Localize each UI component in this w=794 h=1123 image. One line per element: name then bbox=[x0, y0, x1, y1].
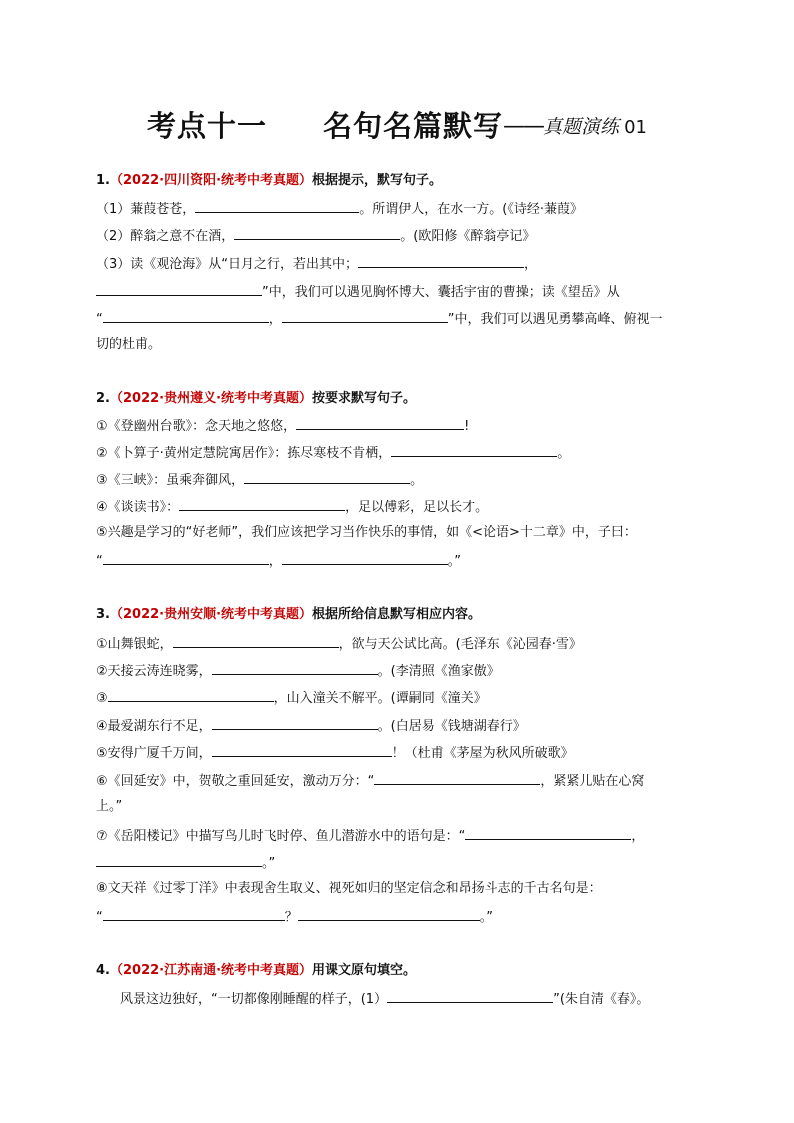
q3-line-7 bbox=[96, 798, 122, 816]
question-source: （2022·四川资阳·统考中考真题） bbox=[109, 173, 313, 188]
answer-blank[interactable] bbox=[212, 661, 378, 675]
q1-text-6: 切的杜甫。 bbox=[96, 337, 162, 352]
q3-line-6 bbox=[96, 771, 644, 791]
answer-blank[interactable] bbox=[387, 989, 553, 1003]
q2-text-2b: 。 bbox=[557, 446, 571, 461]
q4-text-1b: ”(朱自清《春》。 bbox=[553, 992, 650, 1007]
answer-blank[interactable] bbox=[212, 716, 378, 730]
q2-text-6c: 。” bbox=[447, 554, 462, 569]
q1-line-6 bbox=[96, 336, 161, 354]
question-2-header bbox=[96, 390, 416, 408]
q2-text-3b: 。 bbox=[410, 473, 424, 488]
q2-text-4b: ，足以傅彩，足以长才。 bbox=[345, 500, 489, 515]
q1-text-4b: ”中，我们可以遇见胸怀博大、囊括宇宙的曹操；读《望岳》从 bbox=[262, 285, 620, 300]
q3-text-4b: 。(白居易《钱塘湖春行》 bbox=[377, 719, 526, 734]
q2-text-6a: “ bbox=[96, 554, 103, 569]
title-sub: 真题演练 bbox=[543, 116, 620, 138]
title-topic: 名句名篇默写 bbox=[322, 109, 503, 143]
q3-text-8a: ⑦《岳阳楼记》中描写鸟儿时飞时停、鱼儿潜游水中的语句是：“ bbox=[96, 829, 466, 844]
q3-line-5 bbox=[96, 743, 574, 763]
q2-line-6 bbox=[96, 551, 461, 571]
q3-text-1b: ，欲与天公试比高。(毛泽东《沁园春·雪》 bbox=[338, 637, 582, 652]
answer-blank[interactable] bbox=[103, 551, 269, 565]
question-3-header bbox=[96, 606, 481, 624]
page-title bbox=[0, 104, 794, 145]
q1-line-1 bbox=[96, 199, 583, 219]
q3-text-6b: ，紧紧儿贴在心窝 bbox=[540, 774, 645, 789]
q3-text-7: 上。” bbox=[96, 799, 123, 814]
q3-text-2b: 。(李清照《渔家傲》 bbox=[377, 664, 500, 679]
answer-blank[interactable] bbox=[244, 470, 410, 484]
question-instruction: 根据提示，默写句子。 bbox=[312, 173, 443, 188]
q3-text-11a: “ bbox=[96, 910, 103, 925]
q2-text-6b: ， bbox=[268, 554, 282, 569]
answer-blank[interactable] bbox=[465, 826, 631, 840]
q2-text-2a: ②《卜算子·黄州定慧院寓居作》：拣尽寒枝不肯栖， bbox=[96, 446, 392, 461]
q3-line-10 bbox=[96, 880, 602, 898]
title-main: 考点十一 bbox=[146, 109, 267, 143]
question-1-header bbox=[96, 172, 442, 190]
q3-text-8b: ， bbox=[631, 829, 645, 844]
answer-blank[interactable] bbox=[358, 254, 524, 268]
answer-blank[interactable] bbox=[108, 688, 274, 702]
q3-text-5a: ⑤安得广厦千万间， bbox=[96, 746, 212, 761]
question-number: 1. bbox=[96, 173, 110, 188]
question-instruction: 用课文原句填空。 bbox=[312, 963, 417, 978]
q2-line-3 bbox=[96, 470, 423, 490]
q1-line-4 bbox=[96, 282, 620, 302]
question-number: 2. bbox=[96, 391, 110, 406]
q1-text-3a: （3）读《观沧海》从“日月之行，若出其中； bbox=[96, 257, 359, 272]
title-number: 01 bbox=[624, 117, 648, 138]
answer-blank[interactable] bbox=[212, 743, 392, 757]
q2-line-5 bbox=[96, 524, 637, 542]
q3-text-3b: ，山入潼关不解平。(谭嗣同《潼关》 bbox=[273, 691, 487, 706]
q1-text-2a: （2）醉翁之意不在酒， bbox=[96, 229, 235, 244]
q3-text-2a: ②天接云涛连晓雾， bbox=[96, 664, 212, 679]
q2-text-5: ⑤兴趣是学习的“好老师”，我们应该把学习当作快乐的事情，如《<论语>十二章》中，子曰： bbox=[96, 525, 637, 540]
q3-text-11b: ？ bbox=[284, 910, 298, 925]
q2-line-4 bbox=[96, 497, 488, 517]
question-source: （2022·江苏南通·统考中考真题） bbox=[109, 963, 313, 978]
answer-blank[interactable] bbox=[96, 853, 262, 867]
q4-text-1a: 风景这边独好，“一切都像刚睡醒的样子，(1） bbox=[120, 992, 388, 1007]
q3-text-4a: ④最爱湖东行不足， bbox=[96, 719, 212, 734]
q1-line-3 bbox=[96, 254, 537, 274]
answer-blank[interactable] bbox=[195, 199, 359, 213]
q1-line-2 bbox=[96, 226, 535, 246]
q2-text-3a: ③《三峡》：虽乘奔御风， bbox=[96, 473, 245, 488]
answer-blank[interactable] bbox=[374, 771, 540, 785]
q1-text-1a: （1）蒹葭苍苍， bbox=[96, 202, 196, 217]
q1-text-1b: 。所谓伊人，在水一方。(《诗经·蒹葭》 bbox=[359, 202, 583, 217]
answer-blank[interactable] bbox=[179, 497, 345, 511]
answer-blank[interactable] bbox=[173, 634, 339, 648]
answer-blank[interactable] bbox=[96, 282, 262, 296]
q1-text-3b: ， bbox=[524, 257, 538, 272]
q1-text-5c: ”中，我们可以遇见勇攀高峰、俯视一 bbox=[447, 312, 663, 327]
answer-blank[interactable] bbox=[298, 907, 480, 921]
q2-text-4a: ④《谈读书》： bbox=[96, 500, 180, 515]
answer-blank[interactable] bbox=[296, 416, 464, 430]
question-source: （2022·贵州遵义·统考中考真题） bbox=[109, 391, 313, 406]
answer-blank[interactable] bbox=[282, 309, 448, 323]
answer-blank[interactable] bbox=[234, 226, 400, 240]
q2-line-1 bbox=[96, 416, 469, 436]
q1-line-5 bbox=[96, 309, 663, 329]
question-number: 4. bbox=[96, 963, 110, 978]
q3-text-6a: ⑥《回延安》中，贺敬之重回延安，激动万分：“ bbox=[96, 774, 375, 789]
q1-text-5a: “ bbox=[96, 312, 103, 327]
q3-line-4 bbox=[96, 716, 526, 736]
question-instruction: 根据所给信息默写相应内容。 bbox=[312, 607, 482, 622]
answer-blank[interactable] bbox=[103, 907, 285, 921]
answer-blank[interactable] bbox=[391, 443, 557, 457]
q3-line-2 bbox=[96, 661, 500, 681]
q1-text-2b: 。(欧阳修《醉翁亭记》 bbox=[400, 229, 536, 244]
answer-blank[interactable] bbox=[103, 309, 269, 323]
q3-line-8 bbox=[96, 826, 644, 846]
q3-text-5b: ！（杜甫《茅屋为秋风所破歌》 bbox=[391, 746, 574, 761]
q2-text-1b: ! bbox=[464, 419, 470, 434]
q3-text-11c: 。” bbox=[479, 910, 494, 925]
question-source: （2022·贵州安顺·统考中考真题） bbox=[109, 607, 313, 622]
question-number: 3. bbox=[96, 607, 110, 622]
q3-line-11 bbox=[96, 907, 493, 927]
q3-line-3 bbox=[96, 688, 487, 708]
answer-blank[interactable] bbox=[282, 551, 448, 565]
question-instruction: 按要求默写句子。 bbox=[312, 391, 417, 406]
q3-text-1a: ①山舞银蛇， bbox=[96, 637, 173, 652]
q1-text-5b: ， bbox=[268, 312, 282, 327]
q3-text-10: ⑧文天祥《过零丁洋》中表现舍生取义、视死如归的坚定信念和昂扬斗志的千古名句是： bbox=[96, 881, 602, 896]
q3-line-1 bbox=[96, 634, 582, 654]
q2-text-1a: ①《登幽州台歌》：念天地之悠悠， bbox=[96, 419, 297, 434]
q3-line-9 bbox=[96, 853, 275, 873]
q4-line-1 bbox=[120, 989, 649, 1009]
q3-text-9b: 。” bbox=[262, 856, 276, 871]
q3-text-3a: ③ bbox=[96, 691, 108, 706]
title-dash: —— bbox=[503, 114, 543, 139]
question-4-header bbox=[96, 962, 416, 980]
q2-line-2 bbox=[96, 443, 570, 463]
